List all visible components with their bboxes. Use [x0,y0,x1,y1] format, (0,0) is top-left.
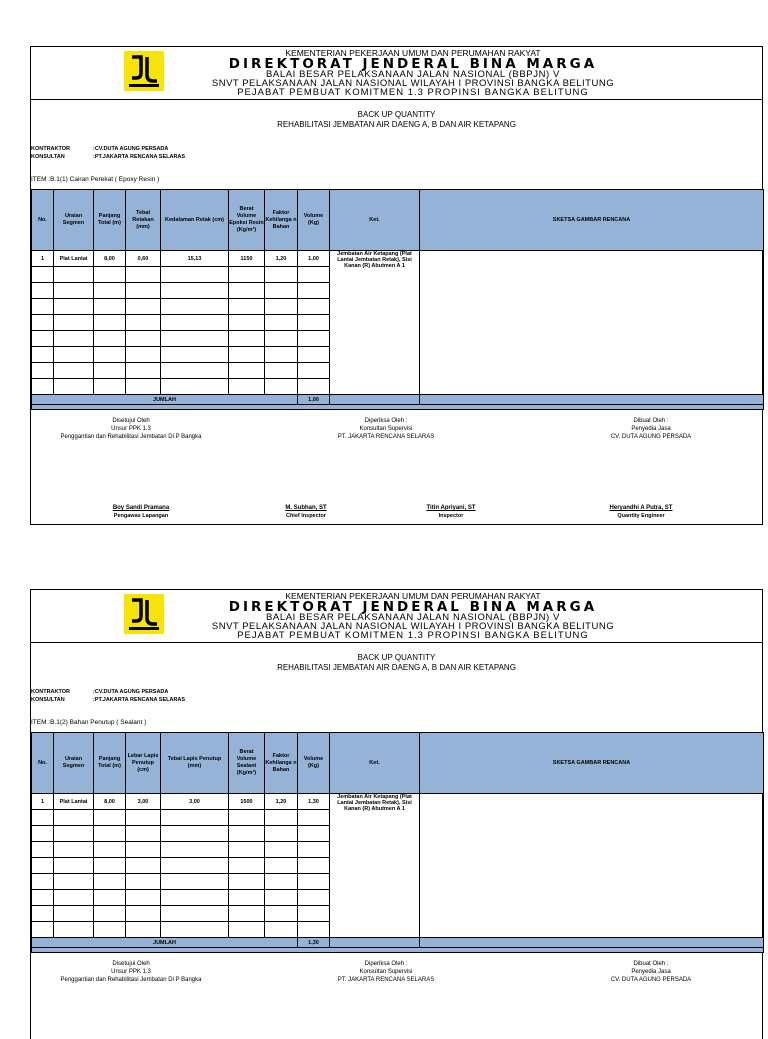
kontraktor-value: :CV.DUTA AGUNG PERSADA [93,689,169,695]
signer-2: M. Subhan, ST Chief Inspector [285,505,327,519]
konsultan-value: :PT.JAKARTA RENCANA SELARAS [93,697,186,703]
table-row: 1 Plat Lantai 8,00 3,00 3,00 1500 1,20 1,30 Jembatan Air Ketapang (Plat Lantai Jembatan Retak), Sisi Kanan (R) Abutmen A 1 [32,794,764,810]
col-cover-width: Lebar Lapis Penutup (cm) [126,733,161,794]
signer-4: Heryandhi A Putra, ST Quantity Engineer [609,505,673,519]
ministry-logo [124,594,164,634]
quantity-table [31,732,764,953]
kontraktor-label: KONTRAKTOR [31,689,71,695]
backup-sheet-1 [30,46,763,525]
total-row [32,938,764,948]
kontraktor-label: KONTRAKTOR [31,146,71,152]
doc-title: BACK UP QUANTITY [357,110,436,119]
ket-note: Jembatan Air Ketapang (Plat Lantai Jembatan Retak), Sisi Kanan (R) Abutmen A 1 [330,251,420,395]
col-ket: Ket. [330,190,420,251]
approval-section: Disetujui Oleh Unsur PPK 1.3 Penggantian dan Rehabilitasi Jembatan Di P Bangka Diperiksa Oleh : Konsultan Supervisi PT. JAKARTA RENCANA SELARAS Dibuat Oleh : Penyedia Jasa CV. DUTA AGUNG PERSADA [60,961,692,983]
sketch-area [420,251,764,395]
doc-subtitle: REHABILITASI JEMBATAN AIR DAENG A, B DAN AIR KETAPANG [277,663,516,672]
col-unit-weight: Berat Volume Epoksi Resin (Kg/m³) [229,190,265,251]
col-sketch: SKETSA GAMBAR RENCANA [420,190,764,251]
quantity-table [31,189,764,410]
col-loss-factor: Faktor Kehilanga n Bahan [265,190,298,251]
col-volume: Volume (Kg) [298,733,330,794]
col-length: Panjang Total (m) [94,190,126,251]
ministry-name: KEMENTERIAN PEKERJAAN UMUM DAN PERUMAHAN RAKYAT [285,48,541,58]
ministry-name: KEMENTERIAN PEKERJAAN UMUM DAN PERUMAHAN RAKYAT [285,591,541,601]
signer-3: Titin Apriyani, ST Inspector [426,505,476,519]
total-label: JUMLAH [32,938,298,948]
total-label: JUMLAH [32,395,298,405]
col-no: No. [32,733,54,794]
table-row: 1 Plat Lantai 8,00 0,60 15,13 1150 1,20 1,00 Jembatan Air Ketapang (Plat Lantai Jembatan Retak), Sisi Kanan (R) Abutmen A 1 [32,251,764,267]
letterhead [31,590,762,643]
col-segment: Uraian Segmen [54,733,94,794]
item-description: ITEM :B.1(2) Bahan Penutup ( Sealant ) [31,719,147,726]
doc-title: BACK UP QUANTITY [357,653,436,662]
col-length: Panjang Total (m) [94,733,126,794]
directorate-name: DIREKTORAT JENDERAL BINA MARGA [228,598,598,615]
signer-1: Boy Sandi Pramana Pengawas Lapangan [112,505,170,519]
col-volume: Volume (Kg) [298,190,330,251]
total-value: 1,00 [298,395,330,405]
col-crack-width: Tebal Retakan (mm) [126,190,161,251]
directorate-name: DIREKTORAT JENDERAL BINA MARGA [228,55,598,72]
konsultan-value: :PT.JAKARTA RENCANA SELARAS [93,154,186,160]
item-description: ITEM :B.1(1) Cairan Perekat ( Epoxy Resin ) [31,176,160,183]
balai-name: BALAI BESAR PELAKSANAAN JALAN NASIONAL (BBPJN) V [265,611,560,623]
balai-name: BALAI BESAR PELAKSANAAN JALAN NASIONAL (BBPJN) V [265,68,560,80]
doc-subtitle: REHABILITASI JEMBATAN AIR DAENG A, B DAN AIR KETAPANG [277,120,516,129]
col-sketch: SKETSA GAMBAR RENCANA [420,733,764,794]
col-segment: Uraian Segmen [54,190,94,251]
col-no: No. [32,190,54,251]
ppk-name: PEJABAT PEMBUAT KOMITMEN 1.3 PROPINSI BANGKA BELITUNG [237,629,589,641]
approval-section: Disetujui Oleh Unsur PPK 1.3 Penggantian dan Rehabilitasi Jembatan Di P Bangka Diperiksa Oleh : Konsultan Supervisi PT. JAKARTA RENCANA SELARAS Dibuat Oleh : Penyedia Jasa CV. DUTA AGUNG PERSADA Boy Sandi Pramana Pengawas Lapangan M. Subhan, ST Chief Inspector Titin Apriyani, ST Inspector Heryandhi A Putra, ST Quantity Engineer [31,417,763,522]
snvt-name: SNVT PELAKSANAAN JALAN NASIONAL WILAYAH I PROVINSI BANGKA BELITUNG [211,77,615,89]
kontraktor-value: :CV.DUTA AGUNG PERSADA [93,146,169,152]
konsultan-label: KONSULTAN [31,697,65,703]
col-unit-weight: Berat Volume Sealant (Kg/m³) [229,733,265,794]
letterhead [31,47,762,100]
col-crack-depth: Kedalaman Retak (cm) [161,190,229,251]
ppk-name: PEJABAT PEMBUAT KOMITMEN 1.3 PROPINSI BANGKA BELITUNG [237,86,589,98]
ministry-logo [124,51,164,91]
konsultan-label: KONSULTAN [31,154,65,160]
total-value: 1,30 [298,938,330,948]
col-cover-thickness: Tebal Lapis Penutup (mm) [161,733,229,794]
ket-note: Jembatan Air Ketapang (Plat Lantai Jembatan Retak), Sisi Kanan (R) Abutmen A 1 [330,794,420,938]
total-row [32,395,764,405]
sketch-area [420,794,764,938]
snvt-name: SNVT PELAKSANAAN JALAN NASIONAL WILAYAH I PROVINSI BANGKA BELITUNG [211,620,615,632]
col-loss-factor: Faktor Kehilanga n Bahan [265,733,298,794]
col-ket: Ket. [330,733,420,794]
backup-sheet-2 [30,589,763,1039]
